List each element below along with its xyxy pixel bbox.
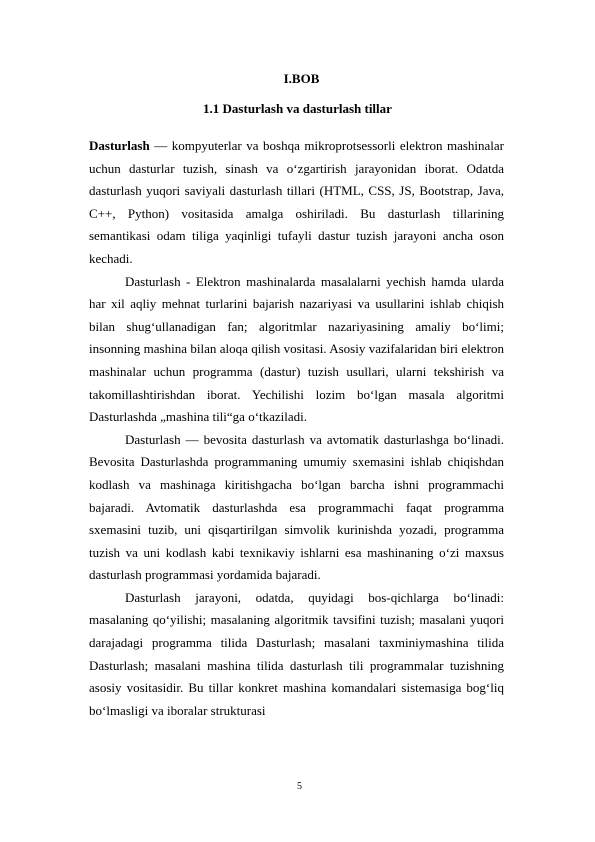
section-title: 1.1 Dasturlash va dasturlash tillar	[203, 101, 392, 116]
paragraph-2: Dasturlash - Elektron mashinalarda masalalarni yechish hamda ularda har xil aqliy mehnat turlarini bajarish nazariyasi va usullarini ishlab chiqish bilan shug‘ullanadigan fan; algoritmlar nazariyasining amaliy bo‘limi; insonning mashina bilan aloqa qilish vositasi. Asosiy vazifalaridan biri elektron mashinalar uchun programma (dastur) tuzish usullari, ularni tekshirish va takomillashtirishdan iborat. Yechilishi lozim bo‘lgan masala algoritmi Dasturlashda „mashina tili“ga o‘tkaziladi.	[89, 273, 504, 425]
paragraph-1	[89, 135, 504, 271]
paragraph-3: Dasturlash — bevosita dasturlash va avtomatik dasturlashga bo‘linadi. Bevosita Dasturlashda programmaning umumiy sxemasini ishlab chiqishdan kodlash va mashinaga kiritishgacha bo‘lgan barcha ishni programmachi bajaradi. Avtomatik dasturlashda esa programmachi faqat programma sxemasini tuzib, uni qisqartirilgan simvolik kurinishda yozadi, programma tuzish va uni kodlash kabi texnikaviy ishlarni esa mashinaning o‘zi maxsus dasturlash programmasi yordamida bajaradi.	[89, 431, 504, 583]
paragraph-1-text: — kompyuterlar va boshqa mikroprotsessorli elektron mashinalar uchun dasturlar tuzish, sinash va o‘zgartirish jarayonidan iborat. Odatda dasturlash yuqori saviyali dasturlash tillari (HTML, CSS, JS, Bootstrap, Java, C++, Python) vositasida amalga oshiriladi. Bu dasturlash tillarining semantikasi odam tiliga yaqinligi tufayli dastur tuzish jarayoni ancha oson kechadi.	[89, 138, 504, 266]
body-text	[89, 135, 504, 722]
chapter-title: I.BOB	[283, 71, 320, 86]
term-dasturlash: Dasturlash	[89, 138, 150, 153]
page-number: 5	[297, 781, 302, 792]
paragraph-4: Dasturlash jarayoni, odatda, quyidagi bos-qichlarga bo‘linadi: masalaning qo‘yilishi; masalaning algoritmik tavsifini tuzish; masalani yuqori darajadagi programma tilida Dasturlash; masalani taxminiymashina tilida Dasturlash; masalani mashina tilida dasturlash tili programmalar tuzishning asosiy vositasidir. Bu tillar konkret mashina komandalari sistemasiga bog‘liq bo‘lmasligi va iboralar strukturasi	[89, 589, 504, 718]
